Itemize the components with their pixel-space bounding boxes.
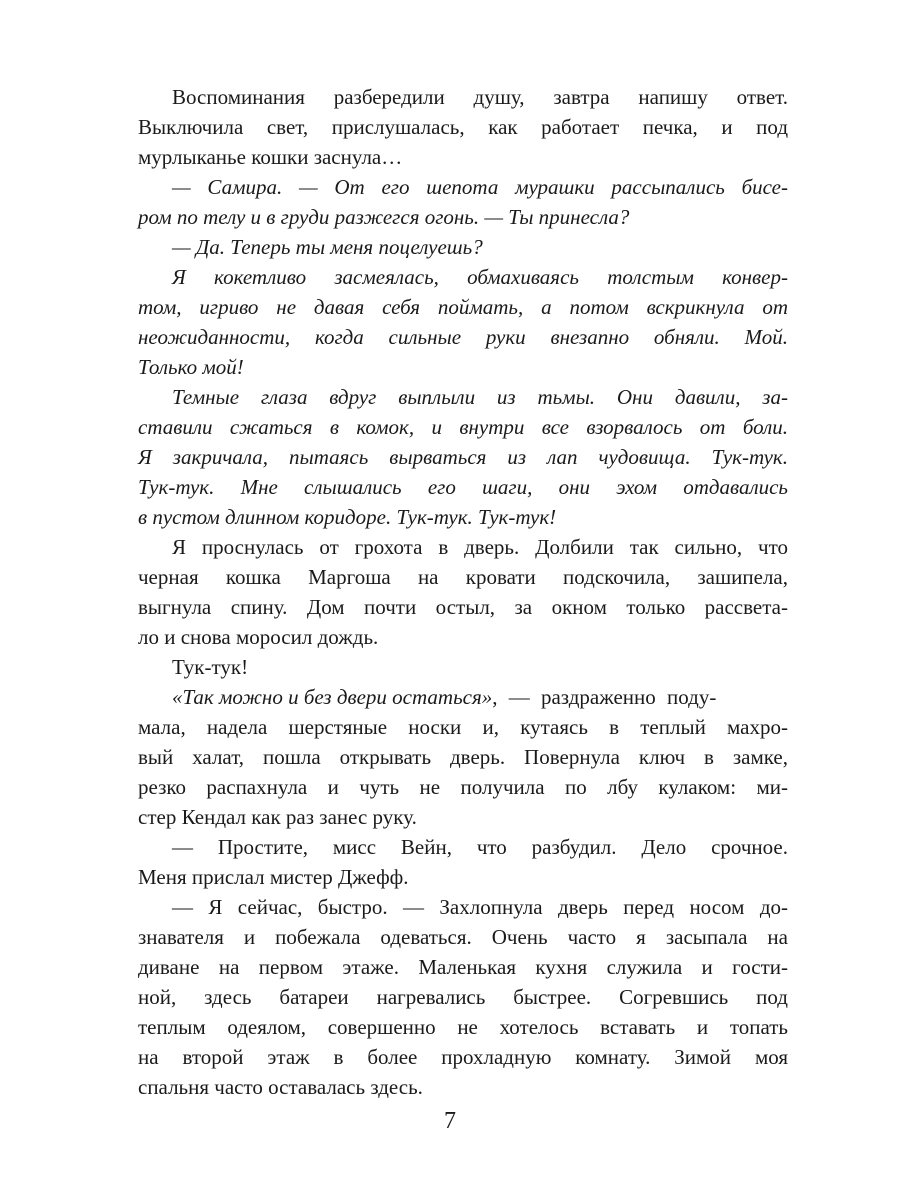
- text-line: — Да. Теперь ты меня поцелуешь?: [172, 235, 483, 259]
- text-line: ной, здесь батареи нагревались быстрее. Согревшись под: [138, 985, 788, 1009]
- page-body-text: [138, 82, 788, 1102]
- text-line: выгнула спину. Дом почти остыл, за окном только рассвета-: [138, 595, 788, 619]
- text-line: Тук-тук!: [172, 655, 249, 679]
- text-line: Воспоминания разбередили душу, завтра напишу ответ.: [172, 85, 788, 109]
- text-line: черная кошка Маргоша на кровати подскочила, зашипела,: [138, 565, 788, 589]
- text-fragment: , — раздраженно поду-: [492, 685, 717, 709]
- text-line: мала, надела шерстяные носки и, кутаясь в теплый махро-: [138, 715, 788, 739]
- text-line: резко распахнула и чуть не получила по лбу кулаком: ми-: [138, 775, 788, 799]
- text-line: Только мой!: [138, 355, 244, 379]
- text-line: ло и снова моросил дождь.: [138, 625, 379, 649]
- text-line: в пустом длинном коридоре. Тук-тук. Тук-тук!: [138, 505, 557, 529]
- text-line: — Самира. — От его шепота мурашки рассыпались бисе-: [172, 175, 788, 199]
- text-line: теплым одеялом, совершенно не хотелось вставать и топать: [138, 1015, 788, 1039]
- text-line: стер Кендал как раз занес руку.: [138, 805, 417, 829]
- text-line: том, игриво не давая себя поймать, а потом вскрикнула от: [138, 295, 788, 319]
- text-line: Темные глаза вдруг выплыли из тьмы. Они давили, за-: [172, 385, 788, 409]
- text-line: спальня часто оставалась здесь.: [138, 1075, 423, 1099]
- text-line: Меня прислал мистер Джефф.: [138, 865, 409, 889]
- italic-quote: «Так можно и без двери остаться»: [172, 685, 493, 709]
- text-line: диване на первом этаже. Маленькая кухня служила и гости-: [138, 955, 788, 979]
- text-line: мурлыканье кошки заснула…: [138, 145, 403, 169]
- text-line: ром по телу и в груди разжегся огонь. — Ты принесла?: [138, 205, 630, 229]
- text-line: знавателя и побежала одеваться. Очень часто я засыпала на: [138, 925, 788, 949]
- text-line: вый халат, пошла открывать дверь. Повернула ключ в замке,: [138, 745, 788, 769]
- text-line: неожиданности, когда сильные руки внезапно обняли. Мой.: [138, 325, 788, 349]
- text-line: Выключила свет, прислушалась, как работает печка, и под: [138, 115, 788, 139]
- text-line: на второй этаж в более прохладную комнату. Зимой моя: [138, 1045, 788, 1069]
- text-line: — Я сейчас, быстро. — Захлопнула дверь перед носом до-: [172, 895, 788, 919]
- text-line: Тук-тук. Мне слышались его шаги, они эхом отдавались: [138, 475, 788, 499]
- text-line: [138, 682, 788, 712]
- page-number: 7: [444, 1108, 456, 1134]
- text-line: — Простите, мисс Вейн, что разбудил. Дело срочное.: [172, 835, 788, 859]
- text-line: Я кокетливо засмеялась, обмахиваясь толстым конвер-: [172, 265, 788, 289]
- text-line: Я закричала, пытаясь вырваться из лап чудовища. Тук-тук.: [138, 445, 788, 469]
- text-line: ставили сжаться в комок, и внутри все взорвалось от боли.: [138, 415, 788, 439]
- text-line: Я проснулась от грохота в дверь. Долбили так сильно, что: [172, 535, 788, 559]
